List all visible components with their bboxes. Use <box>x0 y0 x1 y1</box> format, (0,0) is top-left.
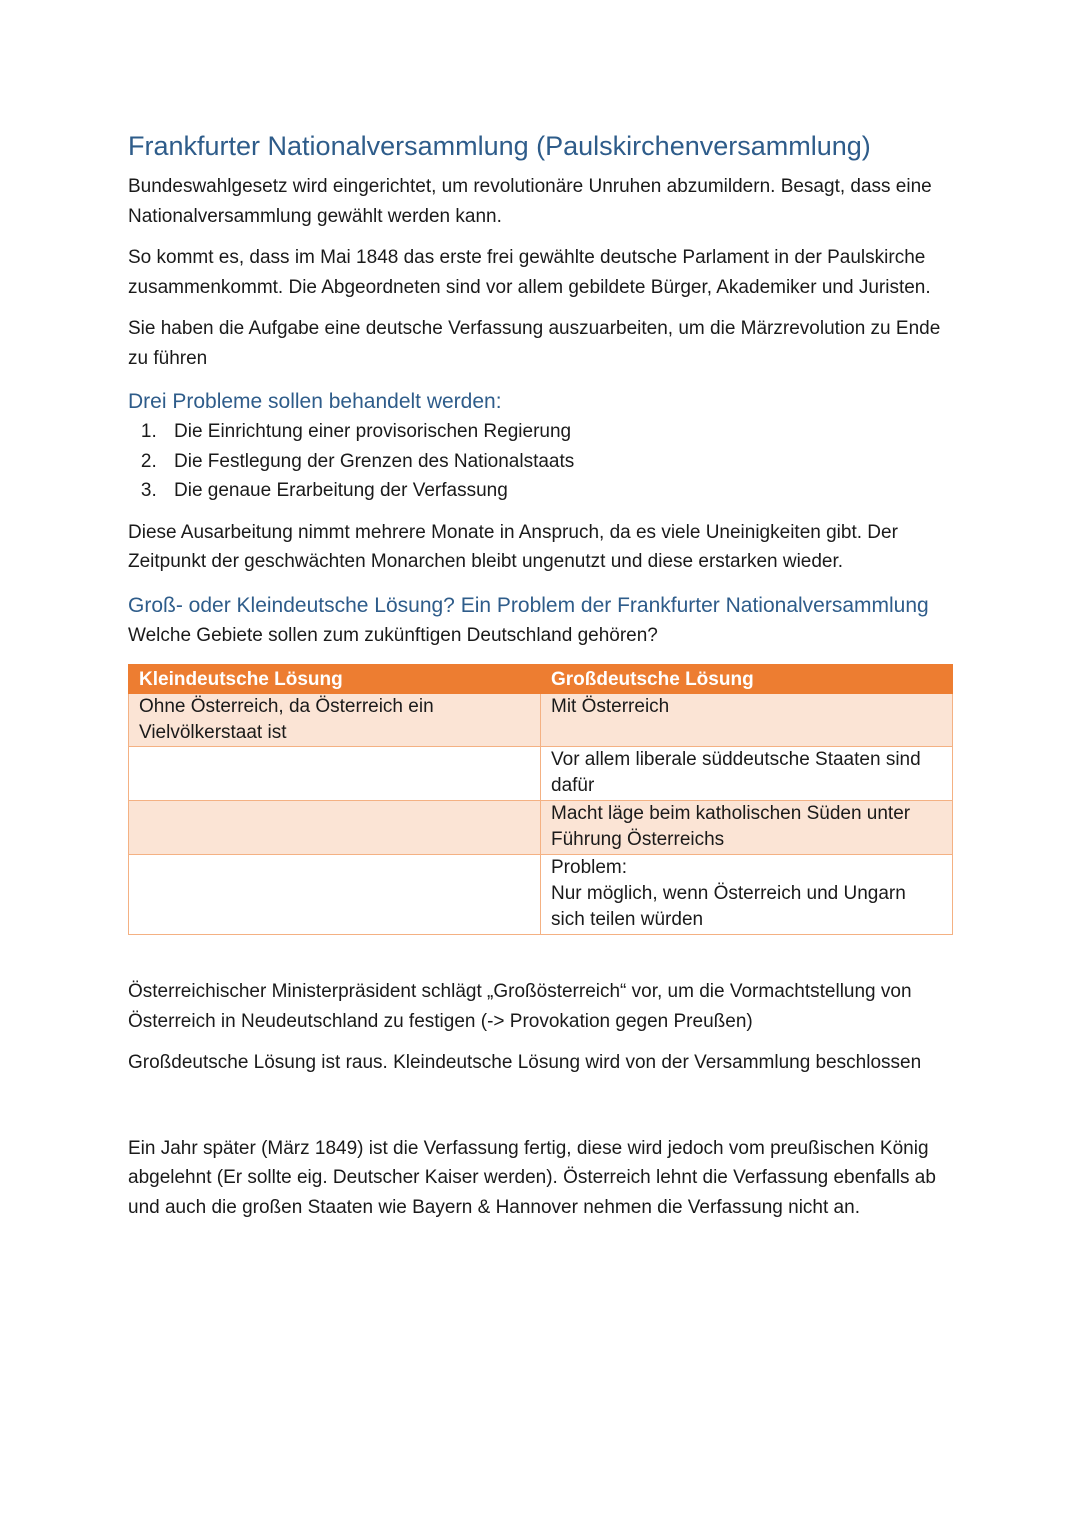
table-cell <box>129 855 541 935</box>
table-cell <box>129 801 541 855</box>
paragraph-aufgabe: Sie haben die Aufgabe eine deutsche Verfassung auszuarbeiten, um die Märzrevolution zu Ende zu führen <box>128 318 941 369</box>
header-kleindeutsch: Kleindeutsche Lösung <box>129 665 541 694</box>
table-cell: Macht läge beim katholischen Süden unter Führung Österreichs <box>541 801 953 855</box>
table-row <box>129 855 953 935</box>
problems-list <box>128 417 958 506</box>
table-cell: Vor allem liberale süddeutsche Staaten sind dafür <box>541 747 953 801</box>
solution-heading: Groß- oder Kleindeutsche Lösung? Ein Problem der Frankfurter Nationalversammlung <box>128 593 929 617</box>
table-row <box>129 694 953 747</box>
table-cell: Ohne Österreich, da Österreich ein Vielvölkerstaat ist <box>129 694 541 747</box>
paragraph-wahlgesetz: Bundeswahlgesetz wird eingerichtet, um revolutionäre Unruhen abzumildern. Besagt, dass eine Nationalversammlung gewählt werden kann. <box>128 176 932 227</box>
paragraph-paulskirche: So kommt es, dass im Mai 1848 das erste frei gewählte deutsche Parlament in der Paulskirche zusammenkommt. Die Abgeordneten sind vor allem gebildete Bürger, Akademiker und Juristen. <box>128 247 931 298</box>
paragraph-grossoesterreich: Österreichischer Ministerpräsident schlägt „Großösterreich“ vor, um die Vormachtstellung von Österreich in Neudeutschland zu festigen (-> Provokation gegen Preußen) <box>128 981 912 1032</box>
paragraph-beschluss: Großdeutsche Lösung ist raus. Kleindeutsche Lösung wird von der Versammlung beschlossen <box>128 1052 922 1073</box>
list-item: 1. Die Einrichtung einer provisorischen Regierung <box>162 417 958 447</box>
table-row <box>129 747 953 801</box>
page-title: Frankfurter Nationalversammlung (Paulskirchenversammlung) <box>128 131 871 161</box>
paragraph-ausarbeitung: Diese Ausarbeitung nimmt mehrere Monate in Anspruch, da es viele Uneinigkeiten gibt. Der Zeitpunkt der geschwächten Monarchen bleibt ungenutzt und diese erstarken wieder. <box>128 521 898 572</box>
solution-question: Welche Gebiete sollen zum zukünftigen Deutschland gehören? <box>128 624 658 646</box>
document-page <box>128 128 958 1222</box>
problems-heading: Drei Probleme sollen behandelt werden: <box>128 390 502 413</box>
table-row <box>129 801 953 855</box>
table-cell: Mit Österreich <box>541 694 953 747</box>
solutions-table <box>128 664 953 935</box>
list-item: 2. Die Festlegung der Grenzen des Nationalstaats <box>162 447 958 477</box>
table-cell <box>541 855 953 935</box>
table-header-row <box>129 665 953 694</box>
header-grossdeutsch: Großdeutsche Lösung <box>541 665 953 694</box>
cell-problem-label: Problem: <box>551 857 628 878</box>
cell-problem-text: Nur möglich, wenn Österreich und Ungarn sich teilen würden <box>551 883 906 930</box>
table-cell <box>129 747 541 801</box>
paragraph-verfassung-1849: Ein Jahr später (März 1849) ist die Verfassung fertig, diese wird jedoch vom preußischen König abgelehnt (Er sollte eig. Deutscher Kaiser werden). Österreich lehnt die Verfassung ebenfalls ab und auch die großen Staaten wie Bayern & Hannover nehmen die Verfassung nicht an. <box>128 1137 936 1218</box>
list-item: 3. Die genaue Erarbeitung der Verfassung <box>162 476 958 506</box>
